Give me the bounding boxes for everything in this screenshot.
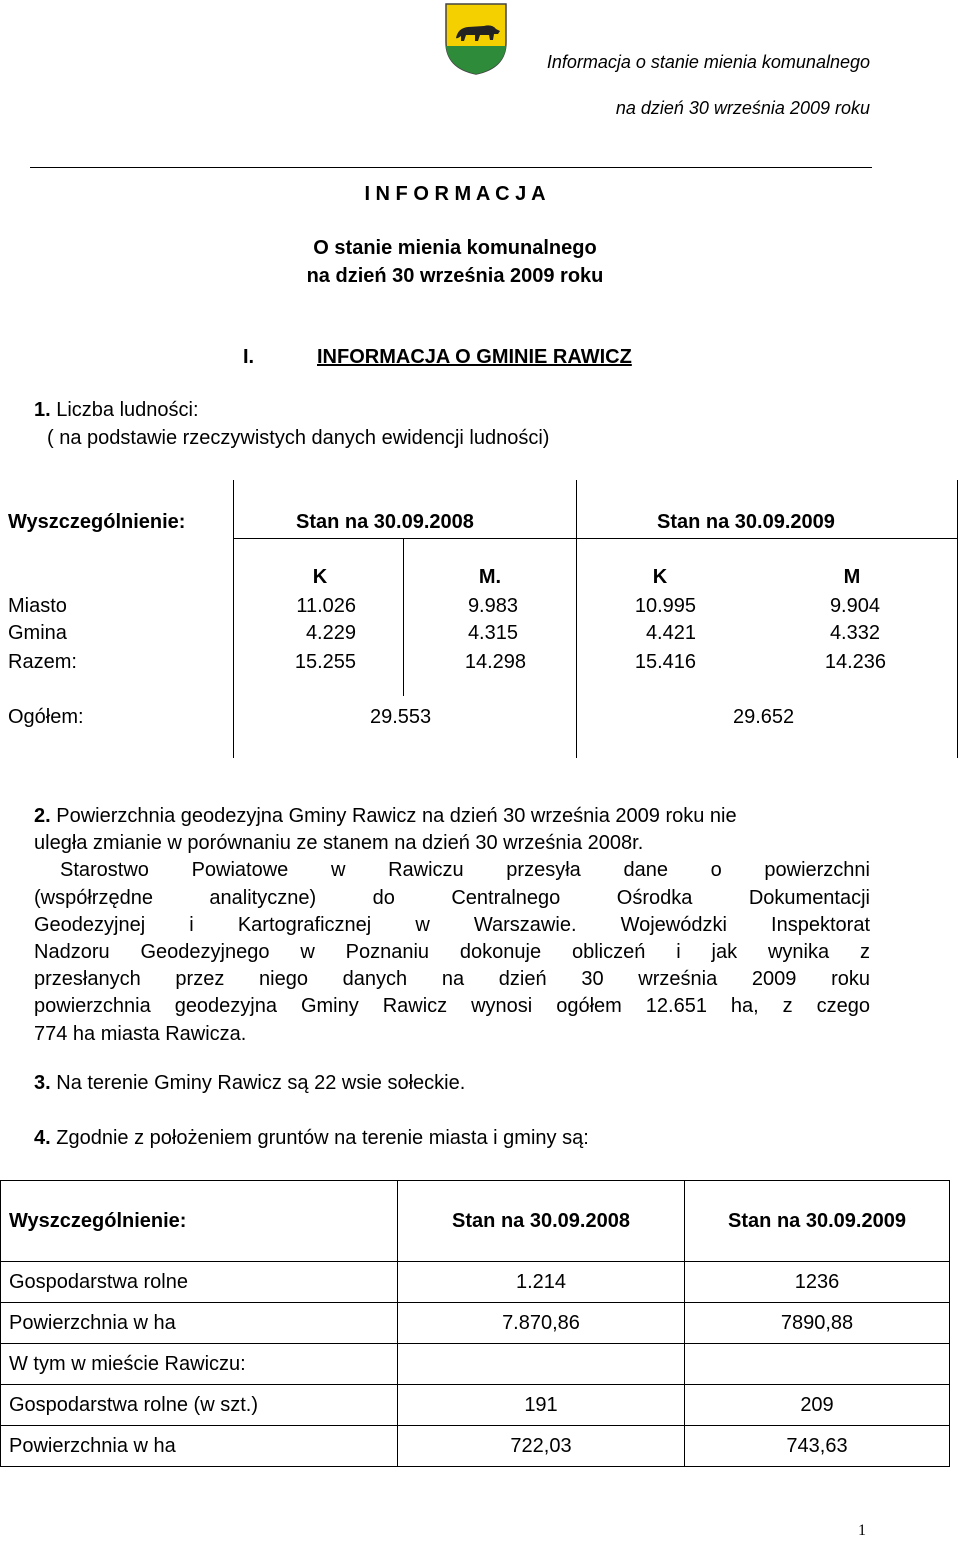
table-cell: 7890,88 bbox=[685, 1303, 950, 1344]
item-3 bbox=[34, 1072, 465, 1095]
population-total-2008: 29.553 bbox=[370, 706, 432, 728]
table-cell: 7.870,86 bbox=[398, 1303, 685, 1344]
population-cell: 9.904 bbox=[829, 595, 880, 617]
population-cell: 4.421 bbox=[645, 622, 696, 644]
paragraph-line: 774 ha miasta Rawicza. bbox=[34, 1022, 247, 1045]
table-cell: Powierzchnia w ha bbox=[1, 1303, 398, 1344]
header-divider bbox=[30, 167, 872, 168]
table-header-row bbox=[1, 1181, 950, 1262]
paragraph-line bbox=[34, 803, 870, 830]
paragraph-line: powierzchnia geodezyjna Gminy Rawicz wynosi ogółem 12.651 ha, z czego bbox=[34, 995, 870, 1018]
item-1-heading bbox=[34, 399, 199, 422]
table-cell bbox=[398, 1344, 685, 1385]
population-col-m-2008: M. bbox=[478, 566, 502, 588]
header-line-2: na dzień 30 września 2009 roku bbox=[615, 98, 870, 118]
item-4-text: Zgodnie z położeniem gruntów na terenie miasta i gminy są: bbox=[50, 1127, 589, 1149]
item-4 bbox=[34, 1127, 589, 1150]
item-3-number: 3. bbox=[34, 1072, 51, 1094]
table-row bbox=[1, 1385, 950, 1426]
population-label-header: Wyszczególnienie: bbox=[8, 511, 186, 533]
population-col-m-2009: M bbox=[843, 566, 861, 588]
table-header-cell: Stan na 30.09.2009 bbox=[685, 1181, 950, 1262]
paragraph-line: (współrzędne analityczne) do Centralnego Ośrodka Dokumentacji bbox=[34, 886, 870, 909]
population-col-k-2009: K bbox=[652, 566, 668, 588]
population-cell: 11.026 bbox=[296, 595, 356, 617]
population-total-2009: 29.652 bbox=[733, 706, 795, 728]
population-cell: 9.983 bbox=[467, 595, 518, 617]
population-period-2008: Stan na 30.09.2008 bbox=[296, 511, 474, 533]
table-header-cell: Stan na 30.09.2008 bbox=[398, 1181, 685, 1262]
item-2-paragraph bbox=[34, 803, 870, 1048]
paragraph-line: Nadzoru Geodezyjnego w Poznaniu dokonuje obliczeń i jak wynika z bbox=[34, 940, 870, 963]
population-cell: 4.332 bbox=[829, 622, 880, 644]
table-cell: 1.214 bbox=[398, 1262, 685, 1303]
paragraph-line: Geodezyjnej i Kartograficznej w Warszawie. Wojewódzki Inspektorat bbox=[34, 913, 870, 936]
item-3-text: Na terenie Gminy Rawicz są 22 wsie sołeckie. bbox=[50, 1072, 466, 1094]
table-cell: W tym w mieście Rawiczu: bbox=[1, 1344, 398, 1385]
document-subtitle-1: O stanie mienia komunalnego bbox=[313, 237, 597, 259]
population-cell: 14.236 bbox=[824, 651, 886, 673]
population-col-k-2008: K bbox=[312, 566, 328, 588]
item-1-note: ( na podstawie rzeczywistych danych ewidencji ludności) bbox=[47, 427, 550, 449]
table-cell: 209 bbox=[685, 1385, 950, 1426]
section-title: INFORMACJA O GMINIE RAWICZ bbox=[317, 346, 632, 368]
population-total-label: Ogółem: bbox=[8, 706, 84, 728]
item-2-number: 2. bbox=[34, 805, 51, 827]
table-cell: 722,03 bbox=[398, 1426, 685, 1467]
header-line-1: Informacja o stanie mienia komunalnego bbox=[546, 52, 870, 72]
table-cell: 743,63 bbox=[685, 1426, 950, 1467]
table-header-cell: Wyszczególnienie: bbox=[1, 1181, 398, 1262]
table-cell: 1236 bbox=[685, 1262, 950, 1303]
table-cell: Powierzchnia w ha bbox=[1, 1426, 398, 1467]
population-row-label: Miasto bbox=[8, 595, 67, 617]
population-cell: 4.229 bbox=[305, 622, 356, 644]
paragraph-line: przesłanych przez niego danych na dzień 30 września 2009 roku bbox=[34, 968, 870, 991]
population-cell: 4.315 bbox=[467, 622, 518, 644]
population-period-2009: Stan na 30.09.2009 bbox=[657, 511, 835, 533]
table-cell: Gospodarstwa rolne bbox=[1, 1262, 398, 1303]
page-number: 1 bbox=[858, 1522, 866, 1539]
population-row-label: Gmina bbox=[8, 622, 67, 644]
item-1-text: Liczba ludności: bbox=[50, 399, 199, 421]
coat-of-arms-logo bbox=[444, 2, 508, 76]
table-row bbox=[1, 1426, 950, 1467]
paragraph-line: Starostwo Powiatowe w Rawiczu przesyła dane o powierzchni bbox=[60, 859, 870, 882]
table-cell: Gospodarstwa rolne (w szt.) bbox=[1, 1385, 398, 1426]
item-1-number: 1. bbox=[34, 399, 51, 421]
section-number: I. bbox=[243, 346, 255, 368]
item-4-number: 4. bbox=[34, 1127, 51, 1149]
document-title: I N F O R M A C J A bbox=[364, 183, 546, 205]
table-row bbox=[1, 1344, 950, 1385]
population-cell: 14.298 bbox=[464, 651, 526, 673]
population-cell: 15.255 bbox=[294, 651, 356, 673]
table-cell bbox=[685, 1344, 950, 1385]
paragraph-line-text: Powierzchnia geodezyjna Gminy Rawicz na dzień 30 września 2009 roku nie bbox=[50, 805, 737, 827]
paragraph-line: uległa zmianie w porównaniu ze stanem na dzień 30 września 2008r. bbox=[34, 832, 644, 855]
population-cell: 15.416 bbox=[634, 651, 696, 673]
table-row bbox=[1, 1262, 950, 1303]
table-cell: 191 bbox=[398, 1385, 685, 1426]
population-cell: 10.995 bbox=[634, 595, 696, 617]
population-row-label: Razem: bbox=[8, 651, 77, 673]
document-subtitle-2: na dzień 30 września 2009 roku bbox=[306, 265, 604, 287]
table-row bbox=[1, 1303, 950, 1344]
land-table bbox=[0, 1180, 950, 1467]
